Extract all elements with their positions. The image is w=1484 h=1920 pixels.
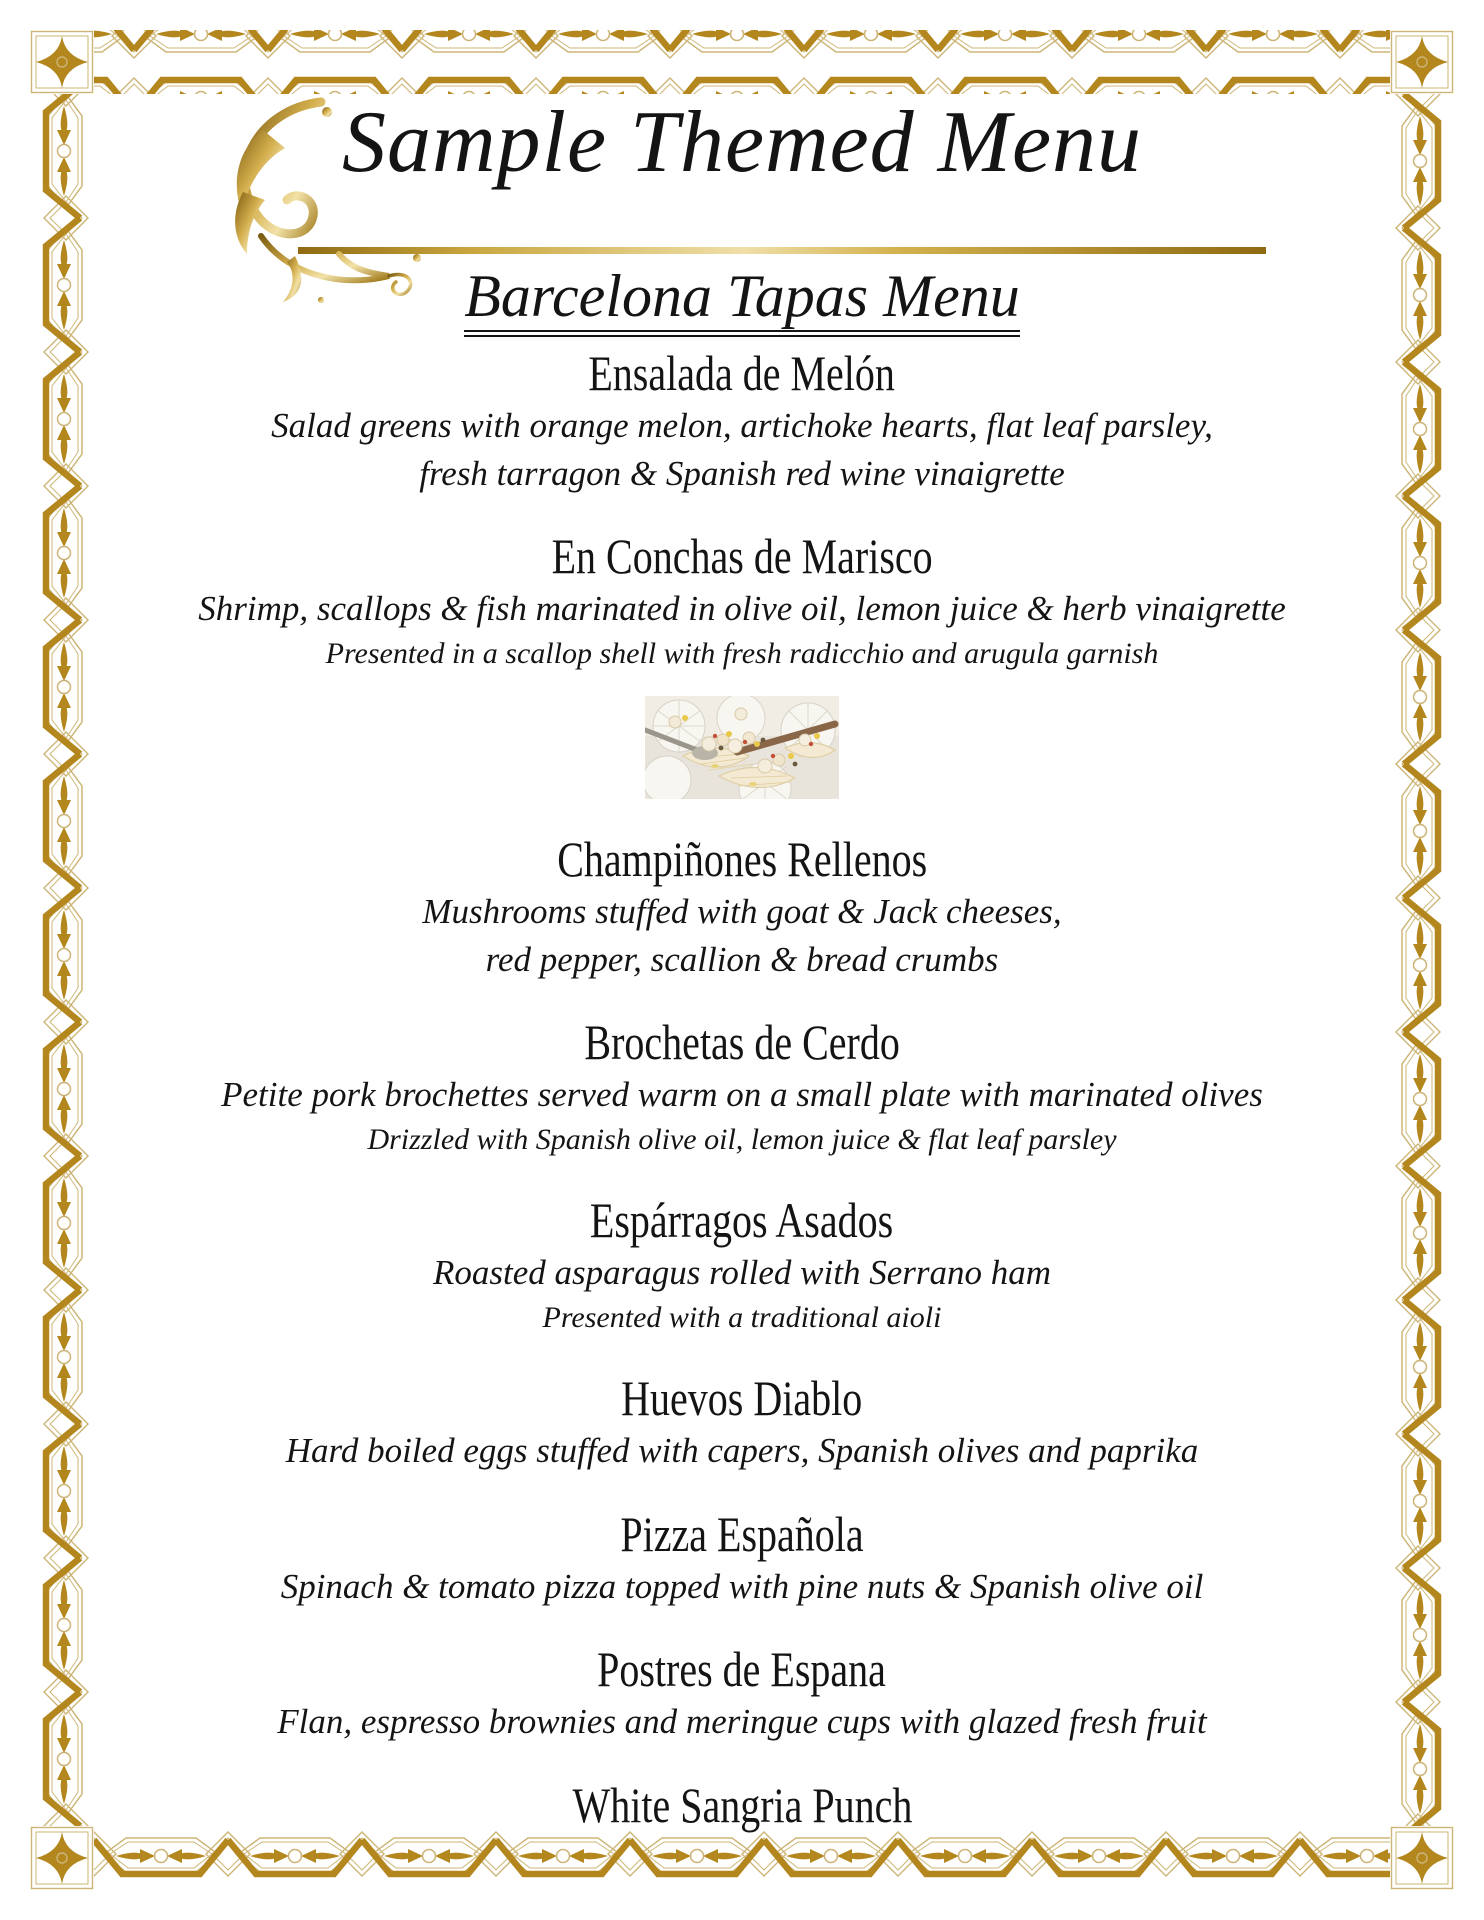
menu-subtitle: Barcelona Tapas Menu	[464, 265, 1020, 337]
menu-item-name: Champiñones Rellenos	[557, 831, 927, 888]
menu-item-description: Shrimp, scallops & fish marinated in olive oil, lemon juice & herb vinaigrette	[198, 589, 1286, 629]
menu-item-description: Presented in a scallop shell with fresh radicchio and arugula garnish	[325, 636, 1159, 670]
corner-star-top-right	[1392, 32, 1453, 93]
menu-content	[115, 92, 1369, 1833]
menu-section	[115, 1192, 1369, 1338]
menu-section	[115, 1370, 1369, 1474]
menu-item-name: En Conchas de Marisco	[551, 528, 933, 585]
menu-item-name: Huevos Diablo	[621, 1370, 863, 1427]
menu-item-name: Ensalada de Melón	[588, 345, 896, 402]
menu-section	[115, 1777, 1369, 1833]
menu-item-description: fresh tarragon & Spanish red wine vinaigrette	[419, 453, 1065, 493]
menu-item-description: Petite pork brochettes served warm on a small plate with marinated olives	[221, 1075, 1263, 1115]
seafood-scallop-shells-photo	[645, 696, 839, 799]
menu-item-name: White Sangria Punch	[572, 1776, 912, 1833]
menu-section	[115, 1506, 1369, 1610]
menu-item-description: red pepper, scallion & bread crumbs	[485, 939, 999, 979]
corner-star-top-left	[32, 32, 93, 93]
menu-item-name: Espárragos Asados	[590, 1192, 894, 1249]
menu-subtitle-row	[115, 193, 1369, 337]
menu-item-description: Drizzled with Spanish olive oil, lemon juice & flat leaf parsley	[367, 1122, 1117, 1156]
menu-item-description: Spinach & tomato pizza topped with pine nuts & Spanish olive oil	[280, 1566, 1204, 1606]
page-title: Sample Themed Menu	[341, 94, 1143, 191]
menu-item-description: Roasted asparagus rolled with Serrano ham	[432, 1253, 1052, 1293]
menu-item-name: Postres de Espana	[597, 1641, 887, 1698]
menu-section	[115, 345, 1369, 496]
menu-item-description: Mushrooms stuffed with goat & Jack cheeses,	[422, 892, 1062, 932]
menu-section	[115, 1641, 1369, 1745]
corner-star-bottom-left	[32, 1828, 93, 1889]
menu-item-description: Hard boiled eggs stuffed with capers, Spanish olives and paprika	[285, 1431, 1199, 1471]
menu-section	[115, 831, 1369, 982]
menu-item-description: Salad greens with orange melon, artichoke hearts, flat leaf parsley,	[271, 406, 1213, 446]
menu-item-description: Flan, espresso brownies and meringue cups with glazed fresh fruit	[277, 1702, 1207, 1742]
menu-item-name: Pizza Española	[620, 1505, 864, 1562]
menu-section	[115, 528, 1369, 799]
menu-section	[115, 1014, 1369, 1160]
menu-sections	[115, 345, 1369, 1833]
corner-star-bottom-right	[1392, 1828, 1453, 1889]
menu-item-name: Brochetas de Cerdo	[584, 1014, 900, 1071]
menu-item-description: Presented with a traditional aioli	[542, 1300, 942, 1334]
